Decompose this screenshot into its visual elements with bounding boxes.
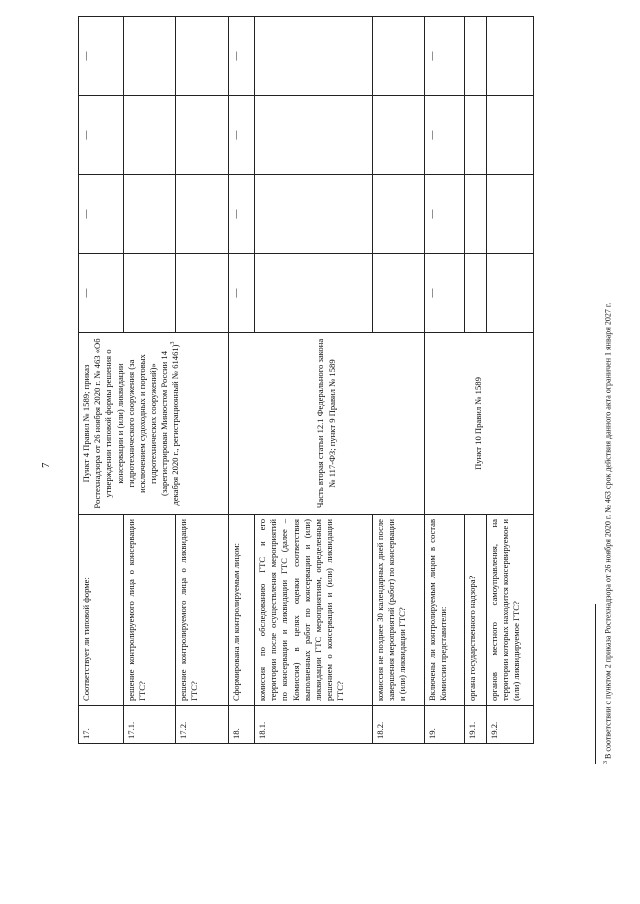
answer-yes: —: [229, 254, 255, 333]
answer-note: [124, 17, 176, 96]
row-question: Соответствует ли типовой форме:: [79, 515, 124, 706]
answer-yes: [373, 254, 425, 333]
answer-no: —: [425, 175, 465, 254]
answer-no: [487, 175, 534, 254]
row-number: 19.2.: [487, 706, 534, 744]
row-question: комиссия не позднее 30 календарных дней после завершения мероприятий (работ) по консервации и (или) ликвидации ГТС?: [373, 515, 425, 706]
answer-not-applicable: —: [79, 96, 124, 175]
row-question: органа государственного надзора?: [465, 515, 487, 706]
answer-yes: [176, 254, 229, 333]
answer-note: [465, 17, 487, 96]
answer-yes: —: [79, 254, 124, 333]
answer-no: —: [229, 175, 255, 254]
answer-not-applicable: [124, 96, 176, 175]
answer-no: [465, 175, 487, 254]
table-row: [229, 17, 255, 744]
checklist-table: [78, 16, 534, 744]
row-number: 18.2.: [373, 706, 425, 744]
row-question: органов местного самоуправления, на территории которых находится консервируемое и (или) ликвидируемое ГТС?: [487, 515, 534, 706]
answer-no: [373, 175, 425, 254]
answer-no: —: [79, 175, 124, 254]
answer-not-applicable: [373, 96, 425, 175]
answer-yes: [124, 254, 176, 333]
row-legal-basis: Часть вторая статьи 12.1 Федерального закона № 117-ФЗ; пункт 9 Правил № 1589: [229, 333, 425, 515]
answer-no: [124, 175, 176, 254]
answer-note: [255, 17, 373, 96]
answer-not-applicable: [465, 96, 487, 175]
answer-not-applicable: —: [229, 96, 255, 175]
answer-no: [255, 175, 373, 254]
answer-not-applicable: [176, 96, 229, 175]
row-number: 18.1.: [255, 706, 373, 744]
answer-note: [373, 17, 425, 96]
answer-note: [487, 17, 534, 96]
answer-not-applicable: [255, 96, 373, 175]
footnote-separator: [595, 604, 596, 764]
answer-note: —: [229, 17, 255, 96]
row-question: Сформирована ли контролируемым лицом:: [229, 515, 255, 706]
answer-note: [176, 17, 229, 96]
answer-note: —: [425, 17, 465, 96]
row-question: решение контролируемого лица о ликвидации ГТС?: [176, 515, 229, 706]
row-number: 19.: [425, 706, 465, 744]
row-question: решение контролируемого лица о консервации ГТС?: [124, 515, 176, 706]
footnote: $^3$ В соответствии с пунктом 2 приказа Ростехнадзора от 26 ноября 2020 г. № 463 срок действия данного акта ограничен 1 января 2027 г.: [603, 302, 613, 764]
row-legal-basis: Пункт 10 Правил № 1589: [425, 333, 534, 515]
answer-yes: [255, 254, 373, 333]
row-number: 17.2.: [176, 706, 229, 744]
row-number: 18.: [229, 706, 255, 744]
answer-not-applicable: [487, 96, 534, 175]
row-question: комиссия по обследованию ГТС и его территории после осуществления мероприятий по консервации и ликвидации ГТС (далее – Комиссия) в целях оценки соответствия выполненных работ по консервации и (или) ликвидации ГТС мероприятиям, определенным решением о консервации и (или) ликвидации ГТС?: [255, 515, 373, 706]
answer-note: —: [79, 17, 124, 96]
row-number: 19.1.: [465, 706, 487, 744]
answer-not-applicable: —: [425, 96, 465, 175]
answer-yes: [465, 254, 487, 333]
row-number: 17.1.: [124, 706, 176, 744]
row-number: 17.: [79, 706, 124, 744]
answer-no: [176, 175, 229, 254]
table-row: [425, 17, 465, 744]
answer-yes: —: [425, 254, 465, 333]
page-number: 7: [40, 462, 52, 468]
row-legal-basis: Пункт 4 Правил № 1589; приказ Ростехнадзора от 26 ноября 2020 г. № 463 «Об утверждении типовой формы решения о консервации и (или) ликвидации гидротехнического сооружения (за исключением судоходных и портовых гидротехнических сооружений)» (зарегистрирован Минюстом России 14 декабря 2020 г., регистрационный № 61461)$^3$: [79, 333, 229, 515]
answer-yes: [487, 254, 534, 333]
row-question: Включены ли контролируемым лицом в состав Комиссии представители:: [425, 515, 465, 706]
table-row: [79, 17, 124, 744]
